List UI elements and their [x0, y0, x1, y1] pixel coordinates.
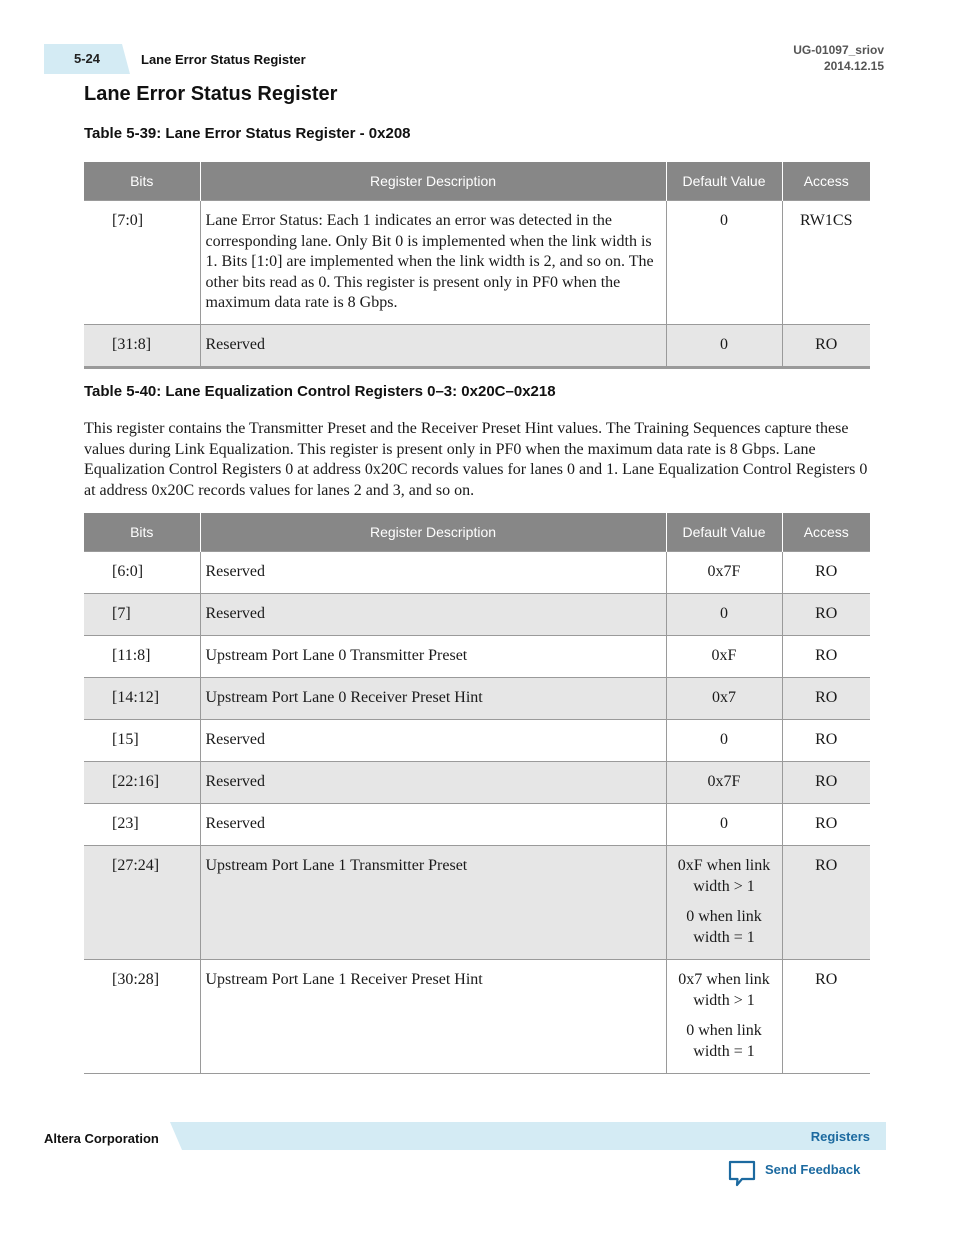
- access-cell: RO: [782, 678, 870, 720]
- access-cell: RO: [782, 594, 870, 636]
- bits-cell: [6:0]: [84, 552, 200, 594]
- bits-cell: [14:12]: [84, 678, 200, 720]
- description-cell: Reserved: [200, 594, 666, 636]
- col-header-access: Access: [782, 162, 870, 201]
- table2: [84, 513, 870, 1074]
- table-row: [84, 846, 870, 960]
- default-value-wide: 0x7 when link width > 1: [678, 971, 770, 1009]
- bits-cell: [30:28]: [84, 960, 200, 1074]
- default-cell: 0x7: [666, 678, 782, 720]
- send-feedback-link[interactable]: Send Feedback: [765, 1162, 861, 1177]
- description-cell: Reserved: [200, 720, 666, 762]
- default-cell: 0: [666, 594, 782, 636]
- col-header-bits: Bits: [84, 162, 200, 201]
- table-row: [84, 201, 870, 325]
- col-header-description: Register Description: [200, 513, 666, 552]
- description-cell: Reserved: [200, 762, 666, 804]
- table-row: [84, 804, 870, 846]
- access-cell: RO: [782, 846, 870, 960]
- col-header-default: Default Value: [666, 513, 782, 552]
- doc-info: [793, 42, 884, 74]
- table-row: [84, 720, 870, 762]
- table-row: [84, 325, 870, 368]
- default-value-narrow: 0 when link width = 1: [686, 908, 762, 946]
- access-cell: RO: [782, 720, 870, 762]
- description-cell: Upstream Port Lane 1 Receiver Preset Hint: [200, 960, 666, 1074]
- description-cell: Upstream Port Lane 0 Transmitter Preset: [200, 636, 666, 678]
- table2-caption: Table 5-40: Lane Equalization Control Registers 0–3: 0x20C–0x218: [84, 383, 556, 400]
- table-row: [84, 594, 870, 636]
- table-row: [84, 960, 870, 1074]
- description-cell: Reserved: [200, 804, 666, 846]
- bits-cell: [11:8]: [84, 636, 200, 678]
- table1: [84, 162, 870, 369]
- doc-date: 2014.12.15: [823, 59, 884, 73]
- default-cell: 0: [666, 804, 782, 846]
- table-row: [84, 762, 870, 804]
- default-value-wide: 0xF when link width > 1: [677, 857, 771, 895]
- default-cell: 0: [666, 325, 782, 368]
- footer-band: [170, 1122, 886, 1150]
- bits-cell: [23]: [84, 804, 200, 846]
- access-cell: RO: [782, 762, 870, 804]
- table-row: [84, 678, 870, 720]
- section-link[interactable]: Registers: [810, 1129, 870, 1144]
- col-header-description: Register Description: [200, 162, 666, 201]
- col-header-default: Default Value: [666, 162, 782, 201]
- description-cell: Upstream Port Lane 0 Receiver Preset Hint: [200, 678, 666, 720]
- default-value-narrow: 0 when link width = 1: [686, 1022, 762, 1060]
- default-cell: [666, 960, 782, 1074]
- section-title: Lane Error Status Register: [84, 83, 338, 105]
- access-cell: RO: [782, 804, 870, 846]
- table1-caption: Table 5-39: Lane Error Status Register - 0x208: [84, 125, 411, 142]
- speech-bubble-icon[interactable]: [727, 1159, 757, 1187]
- bits-cell: [31:8]: [84, 325, 200, 368]
- company-name: Altera Corporation: [44, 1131, 159, 1146]
- default-cell: 0x7F: [666, 762, 782, 804]
- description-cell: Lane Error Status: Each 1 indicates an error was detected in the corresponding lane. Only Bit 0 is implemented when the link width is 1. Bits [1:0] are implemented when the link width is 2, and so on. The other bits read as 0. This register is present only in PF0 when the maximum data rate is 8 Gbps.: [200, 201, 666, 325]
- table2-header-row: [84, 513, 870, 552]
- intro-paragraph: This register contains the Transmitter Preset and the Receiver Preset Hint values. The Training Sequences capture these values during Link Equalization. This register is present only in PF0 when the maximum data rate is 8 Gbps. Lane Equalization Control Registers 0 at address 0x20C records values for lanes 0 and 1. Lane Equalization Control Registers 0 at address 0x20C records values for lanes 2 and 3, and so on.: [84, 420, 868, 499]
- default-cell: 0xF: [666, 636, 782, 678]
- bits-cell: [22:16]: [84, 762, 200, 804]
- table1-header-row: [84, 162, 870, 201]
- col-header-bits: Bits: [84, 513, 200, 552]
- bits-cell: [7]: [84, 594, 200, 636]
- access-cell: RO: [782, 960, 870, 1074]
- default-cell: 0x7F: [666, 552, 782, 594]
- col-header-access: Access: [782, 513, 870, 552]
- description-cell: Reserved: [200, 325, 666, 368]
- bits-cell: [7:0]: [84, 201, 200, 325]
- access-cell: RO: [782, 325, 870, 368]
- table-row: [84, 636, 870, 678]
- access-cell: RO: [782, 552, 870, 594]
- bits-cell: [15]: [84, 720, 200, 762]
- default-cell: [666, 846, 782, 960]
- default-cell: 0: [666, 720, 782, 762]
- doc-id: UG-01097_sriov: [793, 43, 884, 57]
- bits-cell: [27:24]: [84, 846, 200, 960]
- table-row: [84, 552, 870, 594]
- access-cell: RW1CS: [782, 201, 870, 325]
- description-cell: Reserved: [200, 552, 666, 594]
- default-cell: 0: [666, 201, 782, 325]
- page-number: 5-24: [74, 51, 101, 66]
- running-title: Lane Error Status Register: [141, 52, 306, 67]
- description-cell: Upstream Port Lane 1 Transmitter Preset: [200, 846, 666, 960]
- access-cell: RO: [782, 636, 870, 678]
